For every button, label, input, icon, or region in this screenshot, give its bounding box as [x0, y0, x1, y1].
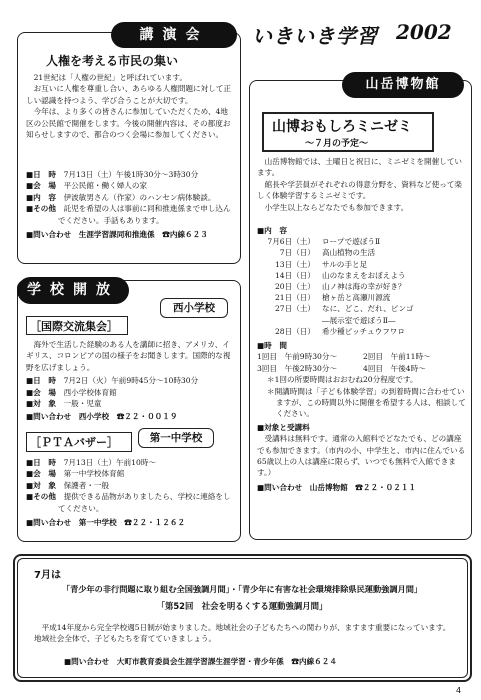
- detail-row: ■日 時 7月13日（土）午後1時30分～3時30分: [26, 170, 199, 179]
- museum-contact: ■問い合わせ 山岳博物館 ☎２２・０２１１: [257, 482, 417, 492]
- page-number: 4: [456, 686, 462, 695]
- detail-row: ■日 時 7月13日（土）午前10時～: [26, 458, 157, 467]
- west-school-contact: ■問い合わせ 西小学校 ☎２２・００１９: [26, 412, 178, 422]
- schedule-row: 7日（日） 高山植物の生活: [279, 248, 376, 258]
- school-tab: 学校開放: [17, 277, 129, 304]
- museum-subheading: ～７月の予定～: [305, 139, 369, 149]
- lecture-tab: 講演会: [111, 22, 237, 48]
- july-campaign-2: 「第52回 社会を明るくする運動強調月間」: [156, 601, 328, 611]
- schedule-row: 21日（日） 槍ヶ岳と高瀬川源流: [274, 293, 391, 303]
- lecture-body: [26, 72, 234, 140]
- museum-schedule: ■内 容 7月6日（土） ロープで遊ぼうⅡ 7日（日） 高山植物の生活 13日（土） サルの手と足 14日（日） 山のなまえをおぼえよう 20日（土） 山ノ神は海の幸が好き？ 21日（日） 槍ヶ岳と高瀬川源流 27日（土） なに、どこ、だれ、ビンゴ ―展示室で遊ぼうⅡ― 28日（日） 希少種ピッチュウフワロ: [257, 225, 467, 337]
- detail-row: ■会 場 平公民館・働く婦人の家: [26, 181, 148, 191]
- schedule-row: 13日（土） サルの手と足: [274, 259, 368, 269]
- museum-tab: 山岳博物館: [342, 72, 464, 98]
- lecture-heading: 人権を考える市民の集い: [46, 54, 179, 68]
- july-campaign-1: 「青少年の非行問題に取り組む全国強調月間」・「青少年に有害な社会環境排除県民運動強調月間」: [61, 584, 423, 594]
- lecture-para: お互いに人権を尊重し合い、あらゆる人権問題に対して正しい認識を持つよう、学び合うことが大切です。: [26, 84, 232, 105]
- time-row: 1回目 午前9時30分～ 2回目 午前11時～: [257, 352, 431, 362]
- lecture-details: [26, 169, 236, 240]
- masthead-title: いきいき学習: [252, 24, 378, 48]
- lecture-contact: ■問い合わせ 生涯学習課同和推進係 ☎内線６２３: [26, 230, 208, 240]
- west-school-body: 海外で生活した経験のある人を講師に招き、アメリカ、イギリス、コロンビアの国の様子をお聞きします。国際的な視野を広げましょう。 ■日 時 7月2日（火）午前9時45分～10時30分 ■会 場 西小学校体育館 ■対 象 一般・児童 ■問い合わせ 西小学校 ☎２２・００１９: [26, 339, 234, 423]
- schedule-row: 14日（日） 山のなまえをおぼえよう: [274, 270, 406, 280]
- museum-intro: 山岳博物館では、土曜日と祝日に、ミニゼミを開催しています。 館長や学芸員がそれぞれの得意分野を、資料など使って楽しく体験学習するミニゼミです。 小学生以上ならどなたでも参加できます。: [257, 157, 463, 212]
- detail-row: ■日 時 7月2日（火）午前9時45分～10時30分: [26, 376, 199, 386]
- detail-row: ■対 象 一般・児童: [26, 399, 102, 409]
- schedule-row: 27日（土） なに、どこ、だれ、ビンゴ: [274, 304, 414, 314]
- july-body: 平成14年度から完全学校週5日制が始まりました。地域社会の子どもたちへの関わりが、ますます重要になっています。地域社会全体で、子どもたちを育てていきましょう。: [34, 623, 451, 644]
- time-row: 3回目 午後2時30分～ 4回目 午後4時～: [257, 363, 426, 373]
- schedule-row: ―展示室で遊ぼうⅡ―: [322, 315, 396, 325]
- schedule-row: 7月6日（土） ロープで遊ぼうⅡ: [267, 237, 381, 247]
- west-school-title: ［国際交流集会］: [30, 320, 118, 333]
- masthead-year: 2002: [396, 20, 452, 44]
- first-junior-high-badge: 第一中学校: [138, 428, 214, 448]
- detail-row: ■内 容 伊波敏男さん（作家）のハンセン病体験談。: [26, 192, 216, 202]
- schedule-row: 28日（日） 希少種ピッチュウフワロ: [274, 326, 405, 336]
- schedule-row: 20日（土） 山ノ神は海の幸が好き？: [274, 282, 406, 292]
- museum-heading: 山博おもしろミニゼミ: [272, 119, 412, 135]
- july-label: 7月は: [34, 570, 61, 581]
- detail-row: ■会 場 西小学校体育館: [26, 387, 117, 397]
- detail-row: ■会 場 第一中学校体育館: [26, 469, 125, 479]
- lecture-para: 今年は、より多くの皆さんに参加していただくため、4地区の公民館で開催をします。今後の開催内容は、その都度お知らせしますので、都合のつく会場に参加してください。: [26, 107, 231, 140]
- july-contact: ■問い合わせ 大町市教育委員会生涯学習課生涯学習・青少年係 ☎内線６２４: [64, 657, 337, 666]
- first-school-title: ［ＰＴＡバザー］: [30, 436, 118, 449]
- museum-times: ■時 間 1回目 午前9時30分～ 2回目 午前11時～ 3回目 午後2時30分～ 4回目 午後4時～ ＊1回の所要時間はおおむね20分程度です。 ＊開講時間は「子ども体験学習」の到着時間に合わせていますが、この時間以外に開催を希望する人は、相談してください。 ■対象と受講料 受講料は無料です。通常の入館料でどなたでも、どの講座でも参加できます。（市内の小、中学生と、市内に住んでいる65歳以上の人は講座に限らず、いつでも無料で入館できます。） ■問い合わせ 山岳博物館 ☎２２・０２１１: [257, 341, 466, 492]
- lecture-para: 21世紀は「人権の世紀」と呼ばれています。: [33, 73, 187, 82]
- detail-row: ■その他 託児を希望の人は事前に同和推進係まで申し込んでください。手話もあります。: [26, 204, 231, 225]
- first-school-details: [26, 457, 234, 528]
- west-school-badge: 西小学校: [160, 298, 228, 318]
- detail-row: ■その他 提供できる品物がありましたら、学校に連絡をしてください。: [26, 492, 231, 513]
- first-school-contact: ■問い合わせ 第一中学校 ☎２２・１２６２: [26, 518, 186, 528]
- detail-row: ■対 象 保護者・一般: [26, 480, 110, 490]
